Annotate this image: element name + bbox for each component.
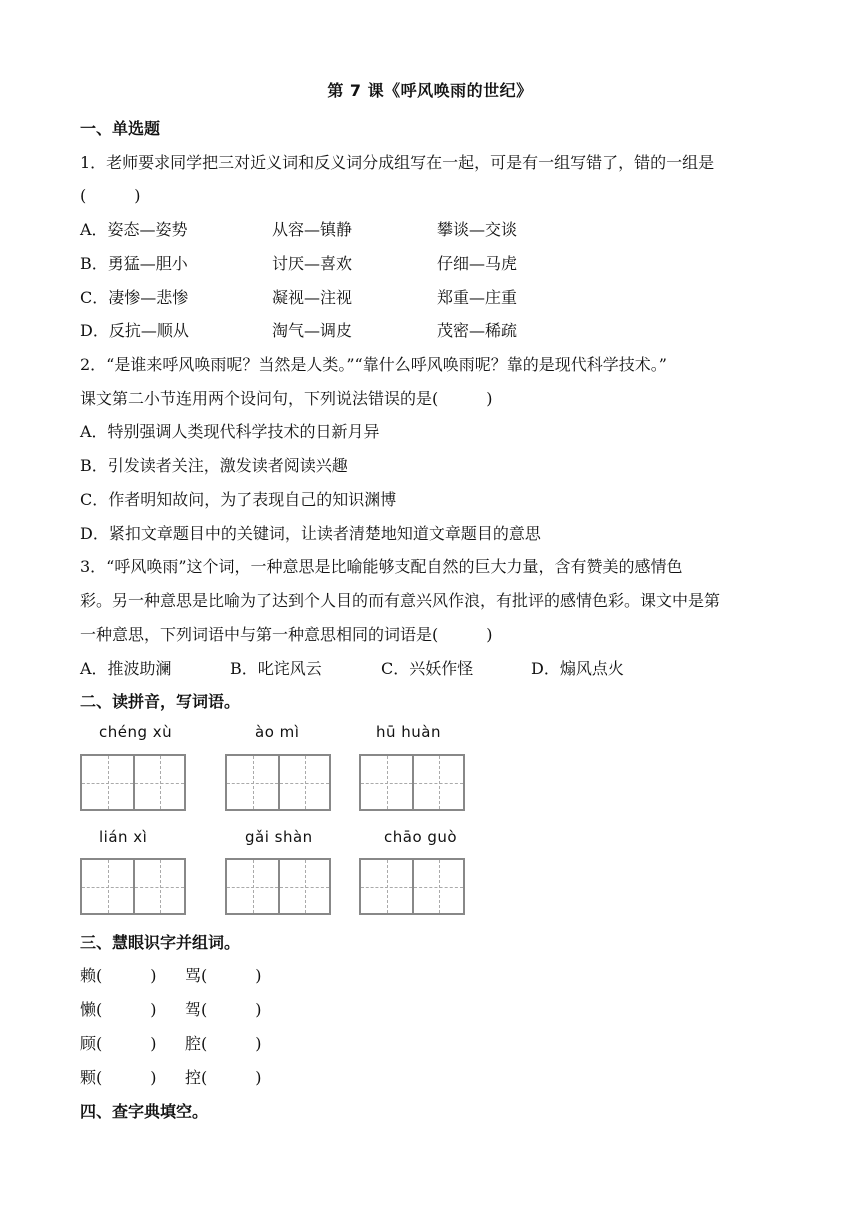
char-fill-item[interactable]: 驾( ) — [185, 1000, 262, 1019]
option-pair: 讨厌—喜欢 — [272, 254, 353, 273]
char-fill-item[interactable]: 骂( ) — [185, 966, 262, 985]
pinyin-label: hū huàn — [376, 723, 441, 741]
writing-cell[interactable] — [82, 756, 133, 809]
writing-cell[interactable] — [361, 756, 412, 809]
page-title: 第 7 课《呼风唤雨的世纪》 — [327, 81, 533, 100]
section-heading-pinyin: 二、读拼音，写词语。 — [80, 692, 241, 711]
question-2-option-a: A．特别强调人类现代科学技术的日新月异 — [80, 422, 380, 441]
writing-cell[interactable] — [227, 756, 278, 809]
writing-grid[interactable] — [359, 754, 465, 811]
option-pair: D．反抗—顺从 — [80, 321, 189, 340]
question-2-option-b: B．引发读者关注，激发读者阅读兴趣 — [80, 456, 348, 475]
question-1-text: 1．老师要求同学把三对近义词和反义词分成组写在一起，可是有一组写错了，错的一组是 — [80, 153, 715, 172]
option-pair: A．姿态—姿势 — [80, 220, 188, 239]
writing-grid[interactable] — [225, 754, 331, 811]
section-heading-single-choice: 一、单选题 — [80, 119, 161, 138]
writing-cell[interactable] — [82, 860, 133, 913]
question-2-text: 2．“是谁来呼风唤雨呢？当然是人类。”“靠什么呼风唤雨呢？靠的是现代科学技术。” — [80, 355, 667, 374]
option-pair: C．凄惨—悲惨 — [80, 288, 189, 307]
question-3-option-a: A．推波助澜 — [80, 659, 172, 678]
question-3-option-d: D．煽风点火 — [531, 659, 624, 678]
char-fill-item[interactable]: 顾( ) — [80, 1034, 157, 1053]
pinyin-label: ào mì — [255, 723, 300, 741]
writing-grid[interactable] — [80, 858, 186, 915]
writing-grid[interactable] — [225, 858, 331, 915]
option-pair: 攀谈—交谈 — [437, 220, 518, 239]
pinyin-label: chéng xù — [99, 723, 173, 741]
question-3-option-b: B．叱诧风云 — [230, 659, 322, 678]
char-fill-item[interactable]: 懒( ) — [80, 1000, 157, 1019]
question-3-text-cont: 彩。另一种意思是比喻为了达到个人目的而有意兴风作浪，有批评的感情色彩。课文中是第 — [80, 591, 721, 610]
question-2-option-c: C．作者明知故问，为了表现自己的知识渊博 — [80, 490, 397, 509]
question-1-answer-blank: ( ) — [80, 186, 141, 205]
option-pair: 从容—镇静 — [272, 220, 353, 239]
writing-cell[interactable] — [227, 860, 278, 913]
pinyin-label: lián xì — [99, 828, 148, 846]
char-fill-item[interactable]: 腔( ) — [185, 1034, 262, 1053]
section-heading-dictionary: 四、查字典填空。 — [80, 1102, 209, 1121]
option-pair: 凝视—注视 — [272, 288, 353, 307]
section-heading-characters: 三、慧眼识字并组词。 — [80, 933, 241, 952]
writing-cell[interactable] — [361, 860, 412, 913]
option-pair: B．勇猛—胆小 — [80, 254, 188, 273]
option-pair: 郑重—庄重 — [437, 288, 518, 307]
question-3-option-c: C．兴妖作怪 — [381, 659, 474, 678]
question-2-option-d: D．紧扣文章题目中的关键词，让读者清楚地知道文章题目的意思 — [80, 524, 541, 543]
writing-grid[interactable] — [80, 754, 186, 811]
option-pair: 淘气—调皮 — [272, 321, 353, 340]
pinyin-label: gǎi shàn — [245, 828, 313, 846]
char-fill-item[interactable]: 颗( ) — [80, 1068, 157, 1087]
writing-cell[interactable] — [412, 756, 463, 809]
question-3-text: 3．“呼风唤雨”这个词，一种意思是比喻能够支配自然的巨大力量，含有赞美的感情色 — [80, 557, 683, 576]
option-pair: 仔细—马虎 — [437, 254, 518, 273]
question-2-text-cont: 课文第二小节连用两个设问句，下列说法错误的是( ) — [80, 389, 493, 408]
writing-cell[interactable] — [133, 756, 184, 809]
writing-cell[interactable] — [133, 860, 184, 913]
option-pair: 茂密—稀疏 — [437, 321, 518, 340]
writing-cell[interactable] — [278, 756, 329, 809]
char-fill-item[interactable]: 控( ) — [185, 1068, 262, 1087]
question-3-text-cont2: 一种意思，下列词语中与第一种意思相同的词语是( ) — [80, 625, 493, 644]
writing-grid[interactable] — [359, 858, 465, 915]
char-fill-item[interactable]: 赖( ) — [80, 966, 157, 985]
writing-cell[interactable] — [412, 860, 463, 913]
writing-cell[interactable] — [278, 860, 329, 913]
pinyin-label: chāo guò — [384, 828, 458, 846]
